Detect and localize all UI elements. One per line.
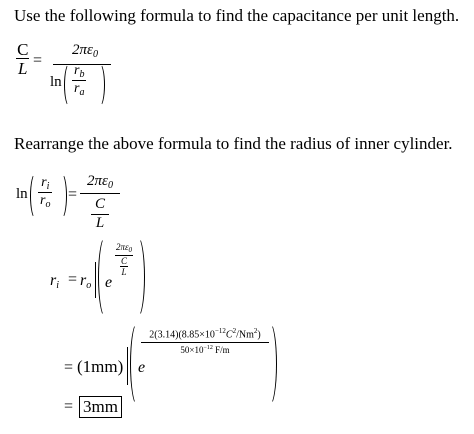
answer-box: 3mm [79,396,122,418]
rearrange-text: Rearrange the above formula to find the radius of inner cylinder. [14,134,453,153]
intro-text: Use the following formula to find the capacitance per unit length. [14,6,460,25]
lhs-fraction: $\frac{C}{L}$ [17,40,29,78]
radius-ratio-ba: $\frac{r_b}{r_a}$ [74,63,85,98]
substituted-exponent: $2(3.14)(8.85\times 10^{-12}C^2/Nm^2)$ $50\times 10^{-12}$ F/m [141,327,269,355]
compound-fraction: $2\pi\varepsilon_0$ C L [80,174,120,232]
radius-ratio-io: $\frac{r_i}{r_o}$ [40,175,51,210]
exponent-fraction: $2\pi\varepsilon_0$ C L [115,242,133,277]
rhs-fraction: $2\pi\varepsilon_0$ [47,41,119,65]
